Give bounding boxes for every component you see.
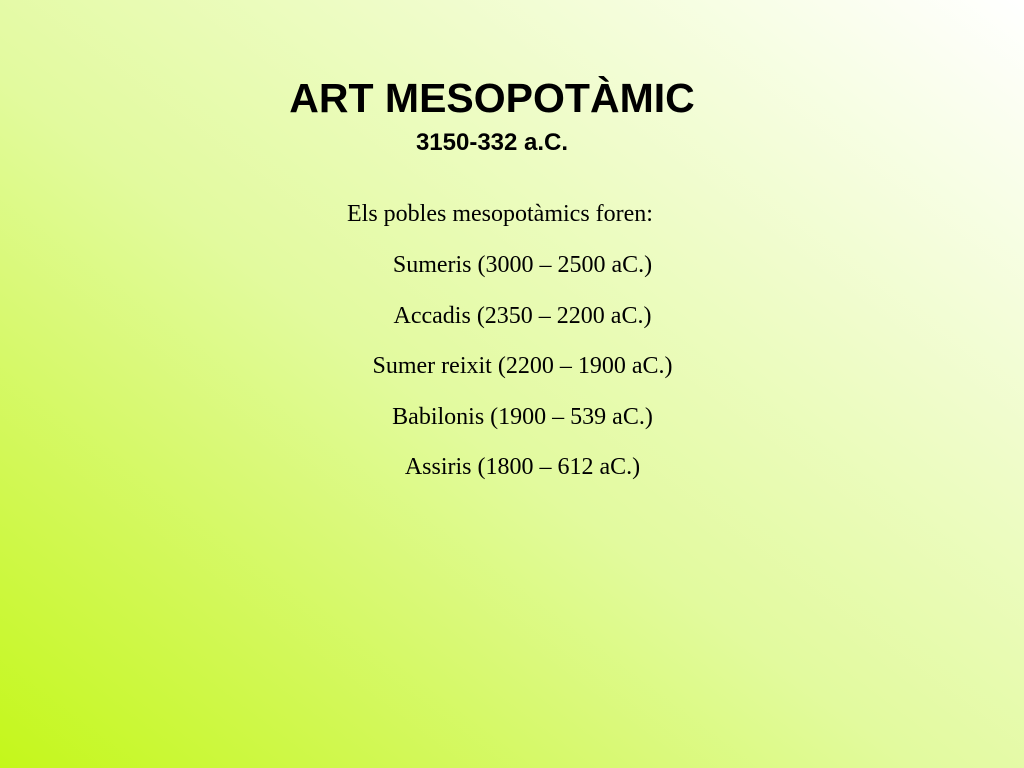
list-item: Assiris (1800 – 612 aC.) — [404, 454, 641, 481]
list-item: Babilonis (1900 – 539 aC.) — [392, 403, 653, 430]
list-item: Sumeris (3000 – 2500 aC.) — [392, 252, 653, 278]
list-item: Accadis (2350 – 2200 aC.) — [393, 302, 652, 329]
peoples-list — [0, 249, 1024, 502]
slide-subtitle: 3150-332 a.C. — [415, 129, 569, 156]
intro-text: Els pobles mesopotàmics foren: — [347, 201, 653, 227]
list-item: Sumer reixit (2200 – 1900 aC.) — [372, 353, 673, 380]
slide-title: ART MESOPOTÀMIC — [289, 75, 695, 121]
